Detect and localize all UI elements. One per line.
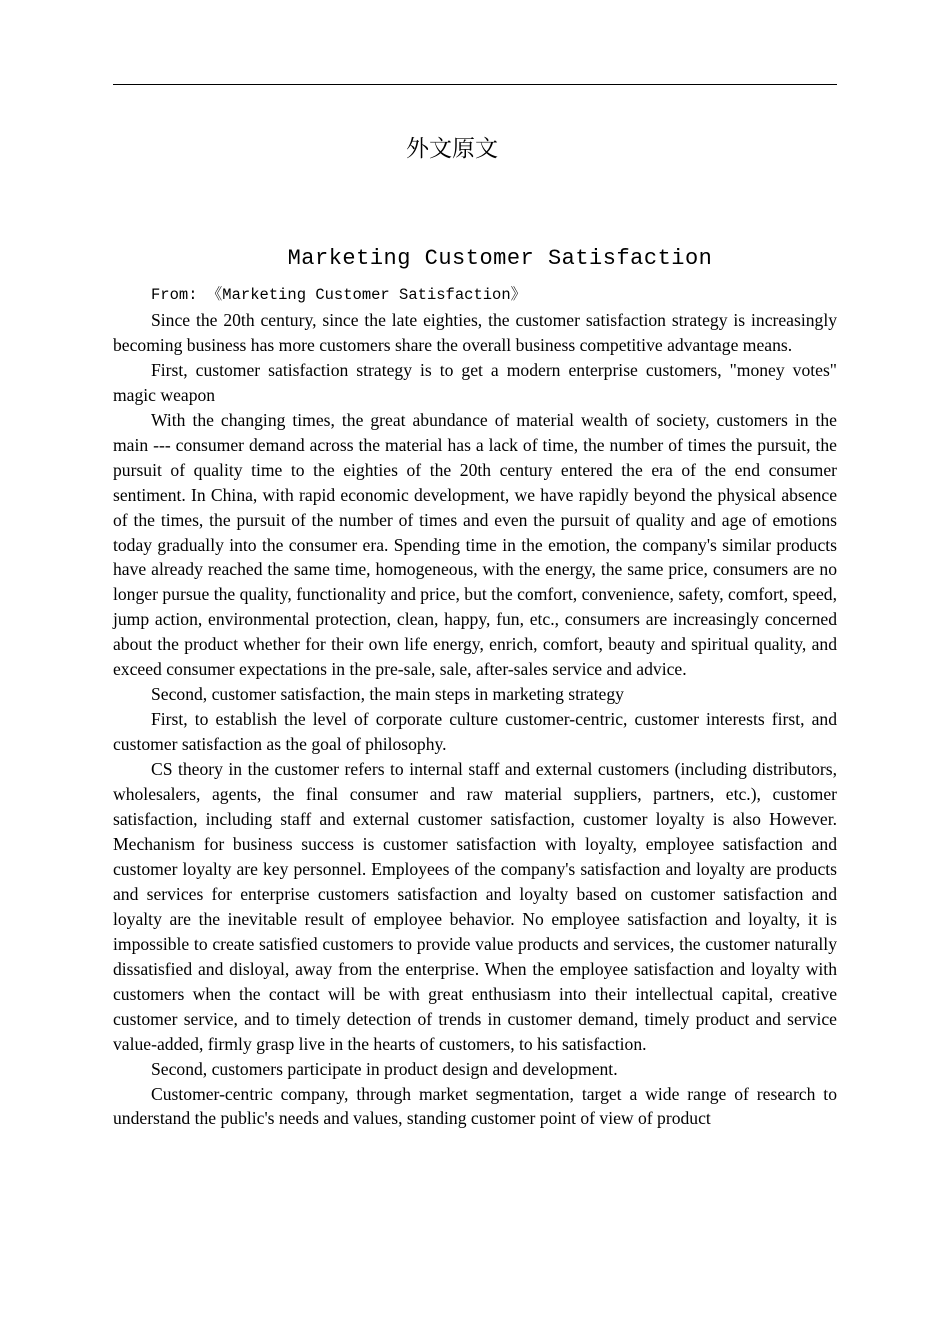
paragraph: Customer-centric company, through market segmentation, target a wide range of research to understand the public's needs and values, standing customer point of view of product	[113, 1083, 837, 1129]
source-line: From: 《Marketing Customer Satisfaction》	[151, 286, 527, 304]
header-rule	[113, 84, 837, 85]
section-heading-cn: 外文原文	[406, 136, 498, 162]
paragraph: Second, customers participate in product design and development.	[151, 1058, 618, 1079]
paragraph: First, to establish the level of corporate culture customer-centric, customer interests first, and customer satisfaction as the goal of philosophy.	[113, 709, 837, 755]
document-body	[113, 283, 837, 1131]
paragraph: With the changing times, the great abundance of material wealth of society, customers in the main --- consumer demand across the material has a lack of time, the number of times the pursuit, the pursuit of quality time to the eighties of the 20th century entered the era of the end consumer sentiment. In China, with rapid economic development, we have rapidly beyond the physical absence of the times, the pursuit of the number of times and even the pursuit of quality and age of emotions today gradually into the consumer era. Spending time in the emotion, the company's similar products have already reached the same time, homogeneous, with the energy, the same price, consumers are no longer pursue the quality, functionality and price, but the comfort, convenience, safety, comfort, speed, jump action, environmental protection, clean, happy, fun, etc., consumers are increasingly concerned about the product whether for their own life energy, enrich, comfort, beauty and spiritual quality, and exceed consumer expectations in the pre-sale, sale, after-sales service and advice.	[113, 409, 837, 680]
paragraph: CS theory in the customer refers to internal staff and external customers (including distributors, wholesalers, agents, the final consumer and raw material suppliers, partners, etc.), customer satisfaction, including staff and external customer satisfaction, customer loyalty is also However. Mechanism for business success is customer satisfaction with loyalty, employee satisfaction and customer loyalty are key personnel. Employees of the company's satisfaction and loyalty are products and services for enterprise customers satisfaction and loyalty based on customer satisfaction and loyalty are the inevitable result of employee behavior. No employee satisfaction and loyalty, it is impossible to create satisfied customers to provide value products and services, the customer naturally dissatisfied and disloyal, away from the enterprise. When the employee satisfaction and loyalty with customers when the contact will be with great enthusiasm into their intellectual capital, creative customer service, and to timely detection of trends in customer demand, timely product and service value-added, firmly grasp live in the hearts of customers, to his satisfaction.	[113, 759, 837, 1054]
paragraph: First, customer satisfaction strategy is to get a modern enterprise customers, "money votes" magic weapon	[113, 359, 837, 405]
document-title: Marketing Customer Satisfaction	[287, 246, 713, 271]
paragraph: Since the 20th century, since the late eighties, the customer satisfaction strategy is increasingly becoming business has more customers share the overall business competitive advantage means.	[113, 309, 837, 355]
paragraph: Second, customer satisfaction, the main steps in marketing strategy	[151, 684, 624, 705]
